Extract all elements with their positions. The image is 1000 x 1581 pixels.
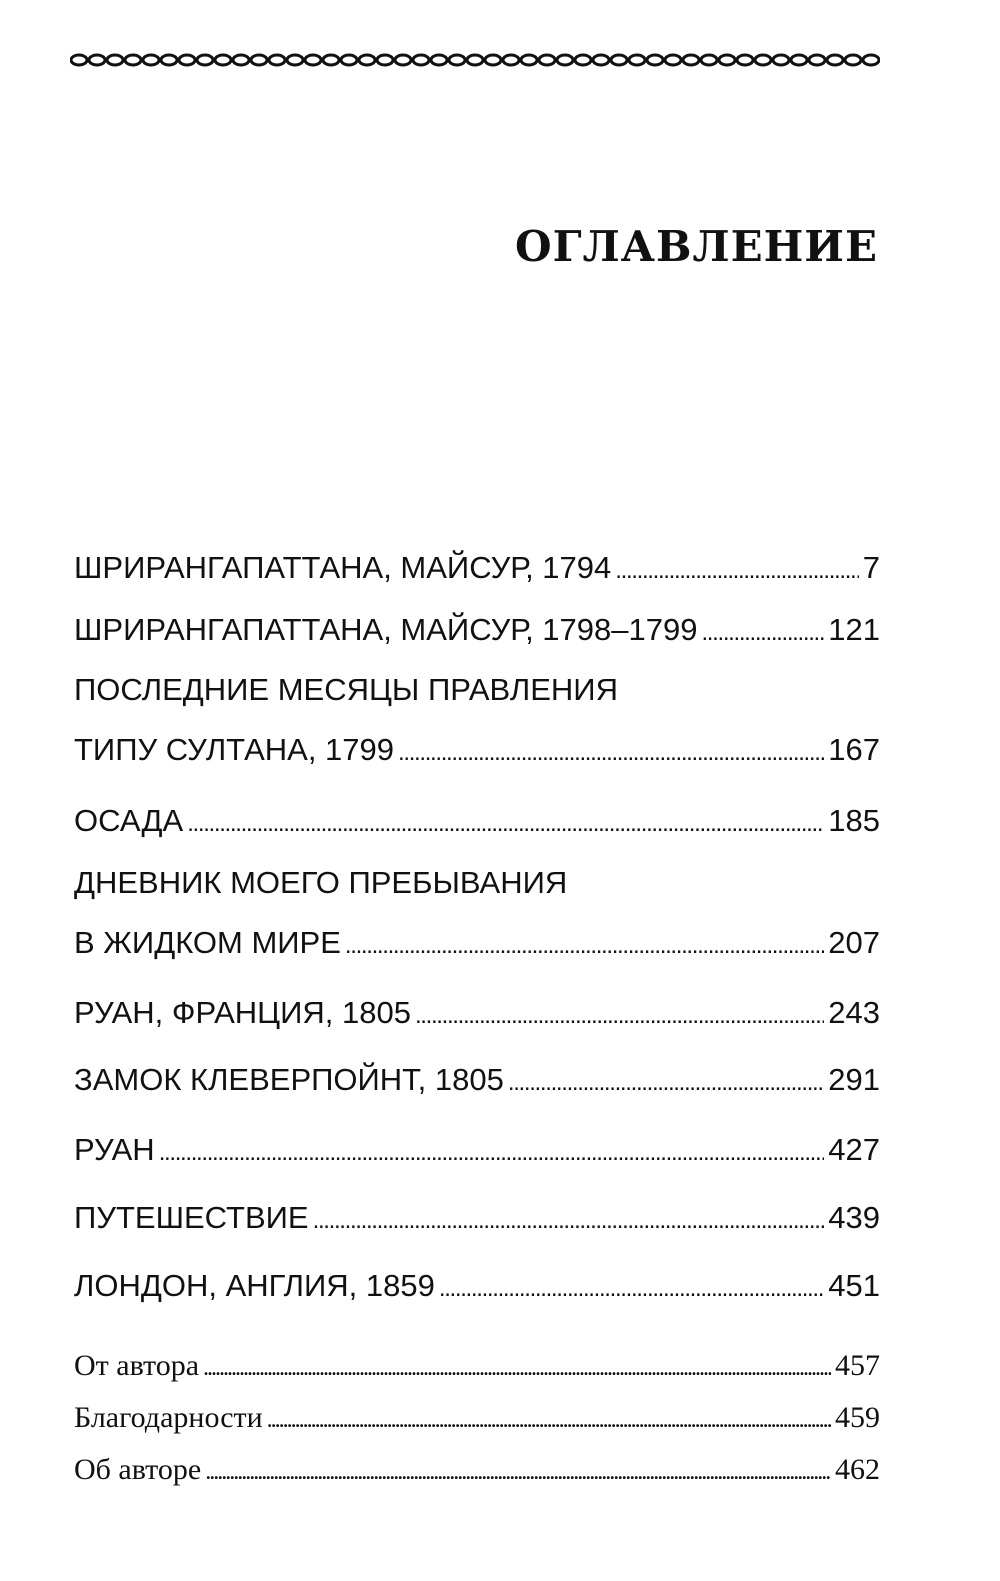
dot-leader — [398, 730, 824, 773]
toc-entry-label: Благодарности — [74, 1401, 263, 1434]
toc-entry-label: ПУТЕШЕСТВИЕ — [74, 1200, 309, 1235]
dot-leader — [267, 1400, 831, 1438]
toc-entry-label: РУАН — [74, 1132, 155, 1167]
toc-entry-row — [74, 923, 880, 966]
toc-entry-row — [74, 730, 880, 773]
toc-entry-label: ОСАДА — [74, 803, 184, 838]
toc-page-number: 462 — [835, 1453, 880, 1486]
dot-leader — [203, 1348, 831, 1386]
toc-entry-line: ПОСЛЕДНИЕ МЕСЯЦЫ ПРАВЛЕНИЯ — [74, 672, 618, 707]
toc-entry-label: Об авторе — [74, 1453, 202, 1486]
toc-page-number: 427 — [828, 1132, 880, 1167]
page-title: ОГЛАВЛЕНИЕ — [515, 222, 878, 271]
toc-entry-row — [74, 1348, 880, 1386]
toc-entry-row — [74, 801, 880, 844]
toc-page-number: 167 — [828, 732, 880, 767]
toc-entry-label: РУАН, ФРАНЦИЯ, 1805 — [74, 995, 411, 1030]
toc-entry-line: ДНЕВНИК МОЕГО ПРЕБЫВАНИЯ — [74, 865, 568, 900]
toc-entry-row — [74, 1400, 880, 1438]
toc-entry-label: ШРИРАНГАПАТТАНА, МАЙСУР, 1798–1799 — [74, 612, 698, 647]
toc-page-number: 185 — [828, 803, 880, 838]
toc-entry — [74, 863, 880, 966]
toc-page-number: 7 — [862, 550, 880, 585]
dot-leader — [345, 923, 824, 966]
toc-entry-label: ЗАМОК КЛЕВЕРПОЙНТ, 1805 — [74, 1062, 504, 1097]
toc-back-matter — [74, 1348, 880, 1504]
toc-entry-row — [74, 1060, 880, 1103]
toc-page-number: 121 — [828, 612, 880, 647]
toc-entry-label: В ЖИДКОМ МИРЕ — [74, 925, 341, 960]
toc-entry-label: От автора — [74, 1349, 200, 1382]
toc-entry — [74, 1130, 880, 1173]
toc-entry — [74, 993, 880, 1036]
toc-entry — [74, 801, 880, 844]
toc-entry — [74, 1198, 880, 1241]
toc-entry-row — [74, 1198, 880, 1241]
dot-leader — [701, 610, 824, 653]
dot-leader — [313, 1198, 825, 1241]
toc-page-number: 457 — [835, 1349, 880, 1382]
toc-entry-label: ЛОНДОН, АНГЛИЯ, 1859 — [74, 1268, 435, 1303]
toc-entry-row — [74, 1452, 880, 1490]
dot-leader — [508, 1060, 824, 1103]
toc-entry — [74, 610, 880, 653]
dot-leader — [187, 801, 824, 844]
dot-leader — [205, 1452, 831, 1490]
toc-page-number: 207 — [828, 925, 880, 960]
chain-ornament — [70, 46, 880, 74]
toc-page-number: 291 — [828, 1062, 880, 1097]
dot-leader — [439, 1266, 824, 1309]
toc-entry-label: ШРИРАНГАПАТТАНА, МАЙСУР, 1794 — [74, 550, 612, 585]
toc-entry-label: ТИПУ СУЛТАНА, 1799 — [74, 732, 395, 767]
toc-page-number: 451 — [828, 1268, 880, 1303]
toc-page-number: 459 — [835, 1401, 880, 1434]
toc-entry-row — [74, 1266, 880, 1309]
toc-back-entry — [74, 1400, 880, 1438]
dot-leader — [159, 1130, 825, 1173]
toc-entry-row — [74, 1130, 880, 1173]
toc-entry-row — [74, 993, 880, 1036]
toc-entry — [74, 670, 880, 773]
dot-leader — [415, 993, 824, 1036]
toc-back-entry — [74, 1348, 880, 1386]
toc-page-number: 439 — [828, 1200, 880, 1235]
toc-back-entry — [74, 1452, 880, 1490]
toc-entry — [74, 1266, 880, 1309]
toc-entry — [74, 1060, 880, 1103]
toc-entry-row — [74, 610, 880, 653]
toc-entry-row — [74, 548, 880, 591]
toc-page-number: 243 — [828, 995, 880, 1030]
toc-entry — [74, 548, 880, 591]
dot-leader — [615, 548, 858, 591]
